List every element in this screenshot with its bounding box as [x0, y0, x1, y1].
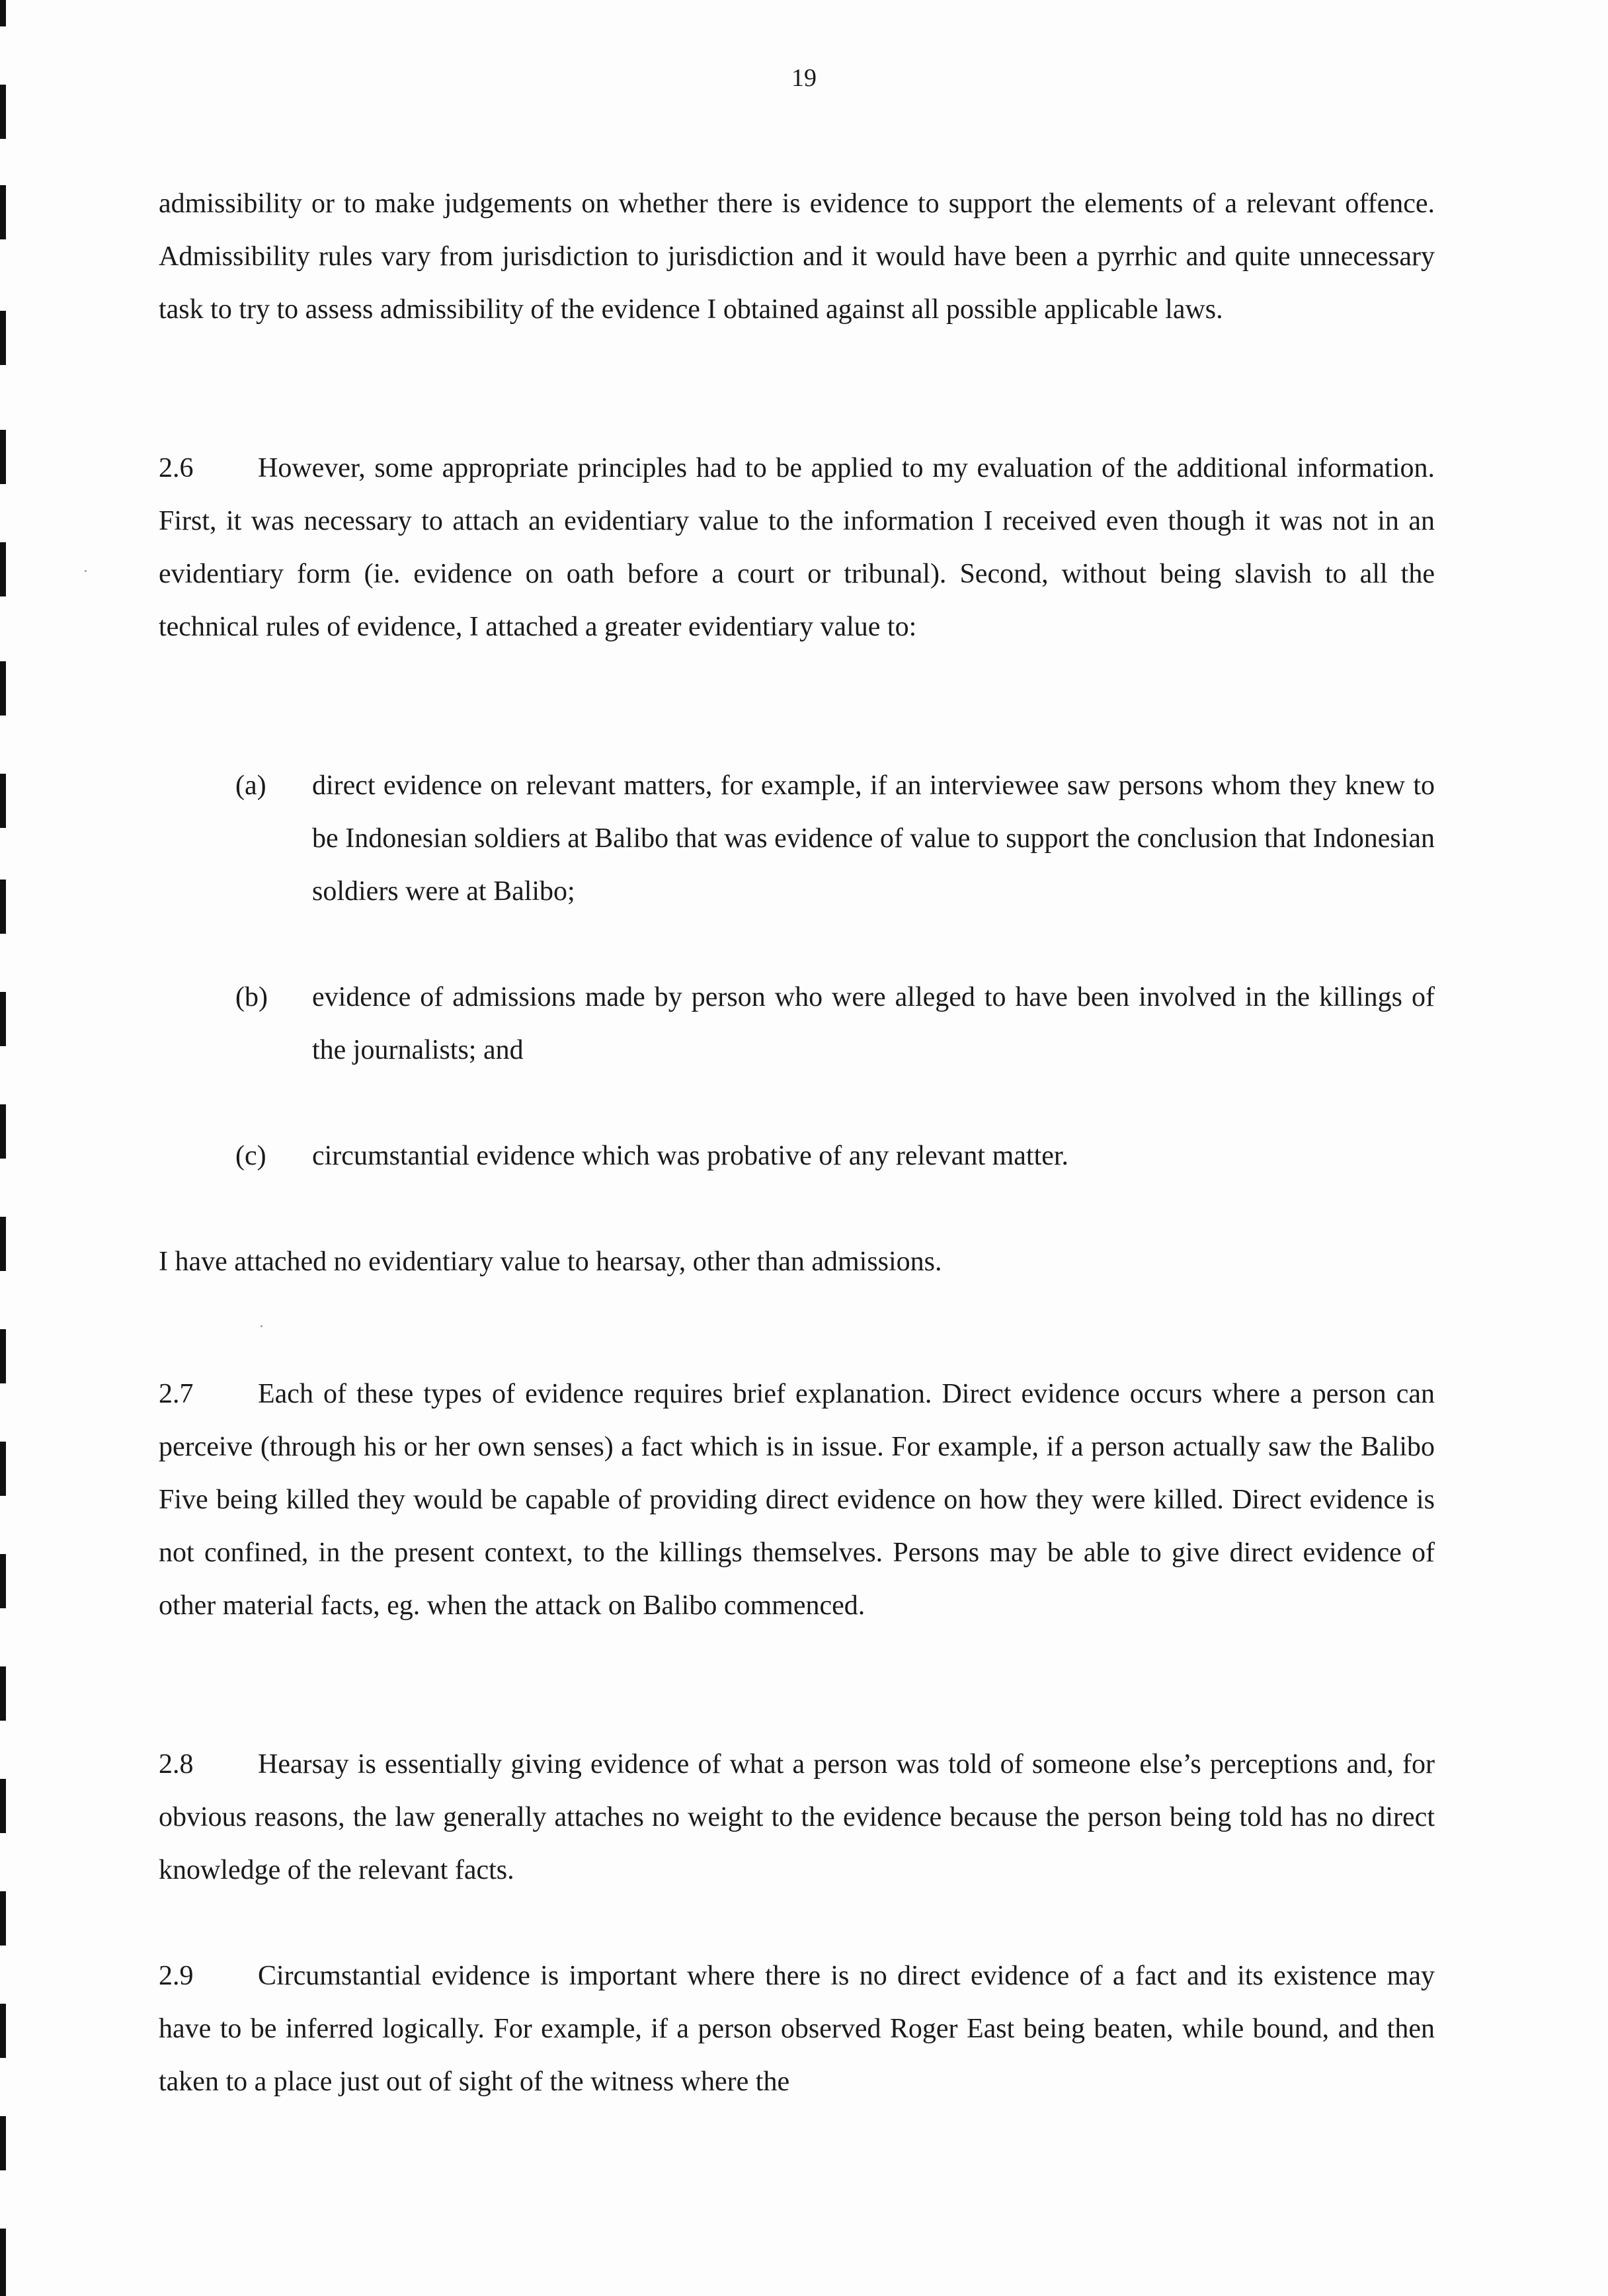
- binder-mark: [0, 1104, 6, 1159]
- page-number: 19: [791, 64, 817, 92]
- paragraph-number: 2.7: [159, 1379, 194, 1409]
- binder-mark: [0, 311, 6, 365]
- paragraph-text: Each of these types of evidence requires brief explanation. Direct evidence occurs where a person can perceive (through his or her own senses) a fact which is in issue. For example, if a person actually saw the Balibo Five being killed they would be capable of providing direct evidence on how they were killed. Direct evidence is not confined, in the present context, to the killings themselves. Persons may be able to give direct evidence of other material facts, eg. when the attack on Balibo commenced.: [159, 1379, 1435, 1621]
- paragraph-text: However, some appropriate principles had to be applied to my evaluation of the additional information. First, it was necessary to attach an evidentiary value to the information I received even though it was not in an evidentiary form (ie. evidence on oath before a court or tribunal). Second, without being slavish to all the technical rules of evidence, I attached a greater evidentiary value to:: [159, 453, 1435, 642]
- binder-mark: [0, 880, 6, 934]
- list-item-text: evidence of admissions made by person who were alleged to have been involved in the killings of the journalists; and: [312, 982, 1435, 1065]
- paragraph-number: 2.8: [159, 1749, 194, 1780]
- list-item-label: (a): [235, 770, 266, 801]
- binder-mark: [0, 661, 6, 716]
- binder-mark: [0, 774, 6, 828]
- list-item-c: [235, 1129, 1435, 1182]
- scan-speck: [261, 1325, 262, 1327]
- paragraph-2-6: [159, 442, 1435, 653]
- binder-mark: [0, 0, 6, 26]
- binder-mark: [0, 185, 6, 239]
- paragraph-2-9: [159, 1949, 1435, 2108]
- binder-mark: [0, 85, 6, 139]
- list-item-label: (c): [235, 1141, 266, 1171]
- paragraph-2-7: [159, 1368, 1435, 1632]
- paragraph-text: Circumstantial evidence is important where there is no direct evidence of a fact and its existence may have to be inferred logically. For example, if a person observed Roger East being beaten, while bound, and then taken to a place just out of sight of the witness where the: [159, 1961, 1435, 2097]
- paragraph-continuation: admissibility or to make judgements on whether there is evidence to support the elements of a relevant offence. Admissibility rules vary from jurisdiction to jurisdiction and it would have been a pyrrhic and quite unnecessary task to try to assess admissibility of the evidence I obtained against all possible applicable laws.: [159, 188, 1435, 325]
- binder-mark: [0, 2116, 6, 2170]
- binder-mark: [0, 1442, 6, 1496]
- paragraph-number: 2.6: [159, 453, 194, 483]
- binder-mark: [0, 2004, 6, 2058]
- binder-mark: [0, 1666, 6, 1721]
- binder-mark: [0, 1891, 6, 1946]
- list-item-text: circumstantial evidence which was probative of any relevant matter.: [312, 1141, 1069, 1171]
- binder-mark: [0, 1329, 6, 1383]
- hearsay-note: I have attached no evidentiary value to hearsay, other than admissions.: [159, 1247, 942, 1277]
- paragraph-number: 2.9: [159, 1961, 194, 1991]
- list-item-label: (b): [235, 982, 268, 1012]
- list-item-text: direct evidence on relevant matters, for example, if an interviewee saw persons whom they knew to be Indonesian soldiers at Balibo that was evidence of value to support the conclusion that Indonesian soldiers were at Balibo;: [312, 770, 1435, 907]
- scan-speck: [85, 570, 87, 572]
- binder-mark: [0, 542, 6, 596]
- binder-mark: [0, 2229, 6, 2296]
- paragraph-2-8: [159, 1738, 1435, 1897]
- binder-mark: [0, 992, 6, 1046]
- list-item-b: [235, 971, 1435, 1077]
- list-item-a: [235, 759, 1435, 918]
- binder-mark: [0, 1554, 6, 1608]
- paragraph-text: Hearsay is essentially giving evidence of what a person was told of someone else’s perceptions and, for obvious reasons, the law generally attaches no weight to the evidence because the person being told has no direct knowledge of the relevant facts.: [159, 1749, 1435, 1885]
- binder-mark: [0, 1217, 6, 1271]
- binder-mark: [0, 430, 6, 484]
- binder-mark: [0, 1779, 6, 1833]
